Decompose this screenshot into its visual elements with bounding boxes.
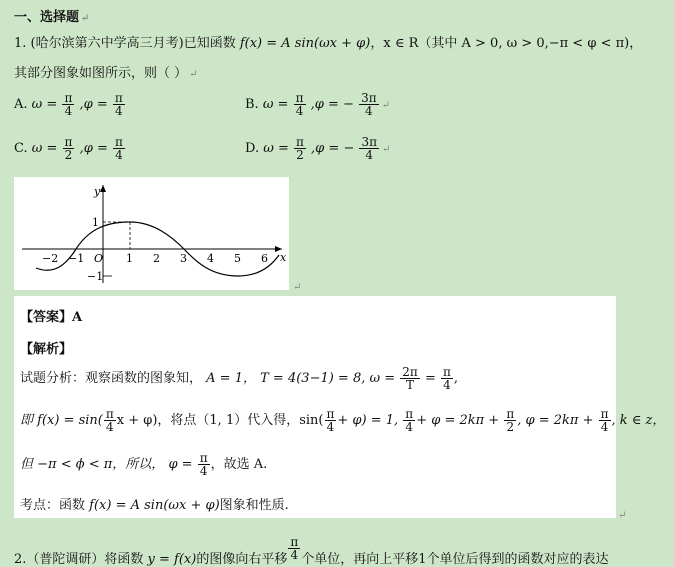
frac-numerator: π — [442, 365, 451, 379]
text: 试题分析：观察函数的图象知， — [20, 371, 203, 386]
fraction — [400, 366, 420, 391]
frac-denominator: 4 — [295, 104, 304, 118]
phi-fraction — [113, 136, 125, 161]
option-label: C. — [14, 141, 28, 156]
return-mark: ↵ — [293, 282, 302, 293]
section-title — [14, 6, 89, 25]
x-axis-label: x — [280, 251, 287, 264]
y-tick-label: 1 — [92, 216, 99, 229]
q1-domain: ，x ∈ R（其中 A > 0, ω > 0,−π < φ < π)， — [370, 36, 643, 51]
option-label: D. — [245, 141, 260, 156]
option-c[interactable] — [14, 136, 126, 161]
frac-numerator: π — [114, 135, 123, 149]
q1-source: (哈尔滨第六中学高三月考)已知函数 — [30, 36, 236, 51]
frac-numerator: π — [295, 91, 304, 105]
frac-denominator: 4 — [365, 148, 374, 162]
frac-numerator: π — [600, 407, 609, 421]
x-tick-label: 3 — [180, 252, 187, 265]
option-label: B. — [245, 97, 259, 112]
frac-numerator: π — [114, 91, 123, 105]
option-phi: ,φ = — [79, 141, 108, 156]
section-title-text: 一、选择题 — [14, 10, 80, 25]
text: = — [424, 371, 436, 386]
frac-denominator: 4 — [443, 378, 451, 392]
option-b[interactable] — [245, 92, 390, 117]
frac-numerator: π — [290, 535, 299, 549]
q2-text: 的图像向右平移 — [196, 552, 288, 567]
y-tick-label: −1 — [87, 270, 104, 283]
text: ，故选 A. — [210, 457, 268, 472]
fraction — [288, 536, 300, 561]
frac-numerator: π — [506, 407, 515, 421]
text: 考点：函数 — [20, 498, 86, 513]
omega-fraction — [62, 92, 74, 117]
fraction — [104, 408, 116, 433]
fraction — [504, 408, 516, 433]
frac-denominator: 4 — [600, 420, 609, 434]
x-tick-label: −1 — [68, 252, 85, 265]
x-tick-label: 5 — [234, 252, 241, 265]
sine-graph — [14, 177, 289, 290]
math: 即 f(x) = sin( — [20, 413, 103, 428]
omega-fraction — [294, 136, 306, 161]
frac-denominator: 2 — [64, 148, 73, 162]
y-axis-label: y — [94, 185, 101, 198]
option-omega: ω = — [263, 141, 289, 156]
y-axis-arrow — [100, 185, 106, 192]
frac-denominator: 2 — [296, 148, 304, 162]
omega-fraction — [294, 92, 306, 117]
phi-fraction — [113, 92, 125, 117]
text: x + φ)，将点（1, 1）代入得，sin( — [116, 413, 324, 428]
fraction — [325, 408, 337, 433]
origin-label: O — [94, 252, 104, 265]
frac-denominator: 4 — [365, 104, 373, 118]
frac-numerator: 3π — [361, 91, 377, 105]
q2-line1 — [14, 536, 609, 567]
frac-numerator: 2π — [402, 365, 418, 379]
option-omega: ω = — [262, 97, 289, 112]
return-mark: ↵ — [381, 100, 390, 111]
math: 但 −π < ϕ < π，所以， — [20, 457, 165, 472]
omega-fraction — [63, 136, 75, 161]
q2-text: 2.（普陀调研）将函数 — [14, 552, 144, 567]
frac-numerator: π — [64, 91, 73, 105]
option-phi: ,φ = — [79, 97, 108, 112]
frac-denominator: 2 — [506, 420, 515, 434]
option-a[interactable] — [14, 92, 126, 117]
frac-numerator: π — [296, 135, 304, 149]
phi-fraction — [359, 92, 379, 117]
option-omega: ω = — [31, 141, 58, 156]
math: T = 4(3−1) = 8, ω = — [260, 371, 396, 386]
frac-denominator: 4 — [115, 104, 123, 118]
frac-denominator: 4 — [199, 464, 208, 478]
frac-numerator: π — [326, 407, 335, 421]
q1-function: f(x) = A sin(ωx + φ) — [239, 36, 371, 51]
frac-numerator: π — [199, 451, 208, 465]
q1-number: 1. — [14, 36, 27, 51]
option-d[interactable] — [245, 136, 390, 161]
analysis-label: 【解析】 — [20, 342, 73, 357]
text: 图象和性质. — [219, 498, 289, 513]
x-tick-label: 4 — [207, 252, 214, 265]
graph-svg — [14, 177, 289, 290]
option-phi: ,φ = − — [311, 141, 355, 156]
frac-numerator: π — [105, 407, 114, 421]
return-mark: ↵ — [618, 510, 627, 521]
option-label: A. — [14, 97, 28, 112]
text: , — [453, 371, 459, 386]
frac-numerator: π — [405, 407, 414, 421]
return-mark: ↵ — [382, 144, 391, 155]
answer-label: 【答案】A — [20, 310, 83, 325]
math: f(x) = A sin(ωx + φ) — [89, 498, 220, 513]
analysis-line4 — [20, 494, 289, 513]
frac-numerator: 3π — [361, 135, 378, 149]
math: + φ) = 1, — [337, 413, 399, 428]
option-omega: ω = — [31, 97, 58, 112]
fraction — [441, 366, 453, 391]
math: φ = — [168, 457, 193, 472]
option-phi: ,φ = − — [310, 97, 354, 112]
frac-denominator: 4 — [105, 420, 114, 434]
frac-denominator: 4 — [326, 420, 335, 434]
frac-denominator: 4 — [64, 104, 73, 118]
math: A = 1， — [206, 371, 256, 386]
math: + φ = 2kπ + — [416, 413, 500, 428]
analysis-line1 — [20, 366, 458, 391]
math: , k ∈ z， — [611, 413, 666, 428]
return-mark: ↵ — [189, 69, 198, 80]
analysis-line2 — [20, 408, 665, 433]
x-tick-label: 1 — [126, 252, 133, 265]
math: , φ = 2kπ + — [517, 413, 594, 428]
frac-denominator: 4 — [405, 420, 414, 434]
fraction — [599, 408, 611, 433]
q2-math: y = f(x) — [147, 552, 197, 567]
frac-denominator: 4 — [115, 148, 123, 162]
answer-box — [14, 296, 666, 518]
q2-text: 个单位，再向上平移1个单位后得到的函数对应的表达 — [301, 552, 609, 567]
frac-numerator: π — [64, 135, 73, 149]
q1-line2-text: 其部分图象如图所示，则（ ） — [14, 66, 188, 81]
phi-fraction — [359, 136, 379, 161]
frac-denominator: 4 — [290, 548, 299, 562]
return-mark: ↵ — [81, 13, 90, 24]
fraction — [403, 408, 415, 433]
analysis-line3 — [20, 452, 267, 477]
fraction — [198, 452, 210, 477]
x-tick-label: 2 — [153, 252, 160, 265]
q1-line2 — [14, 62, 198, 81]
q1-line1 — [14, 32, 642, 51]
frac-denominator: T — [406, 378, 415, 392]
x-tick-label: 6 — [261, 252, 268, 265]
x-tick-label: −2 — [42, 252, 59, 265]
